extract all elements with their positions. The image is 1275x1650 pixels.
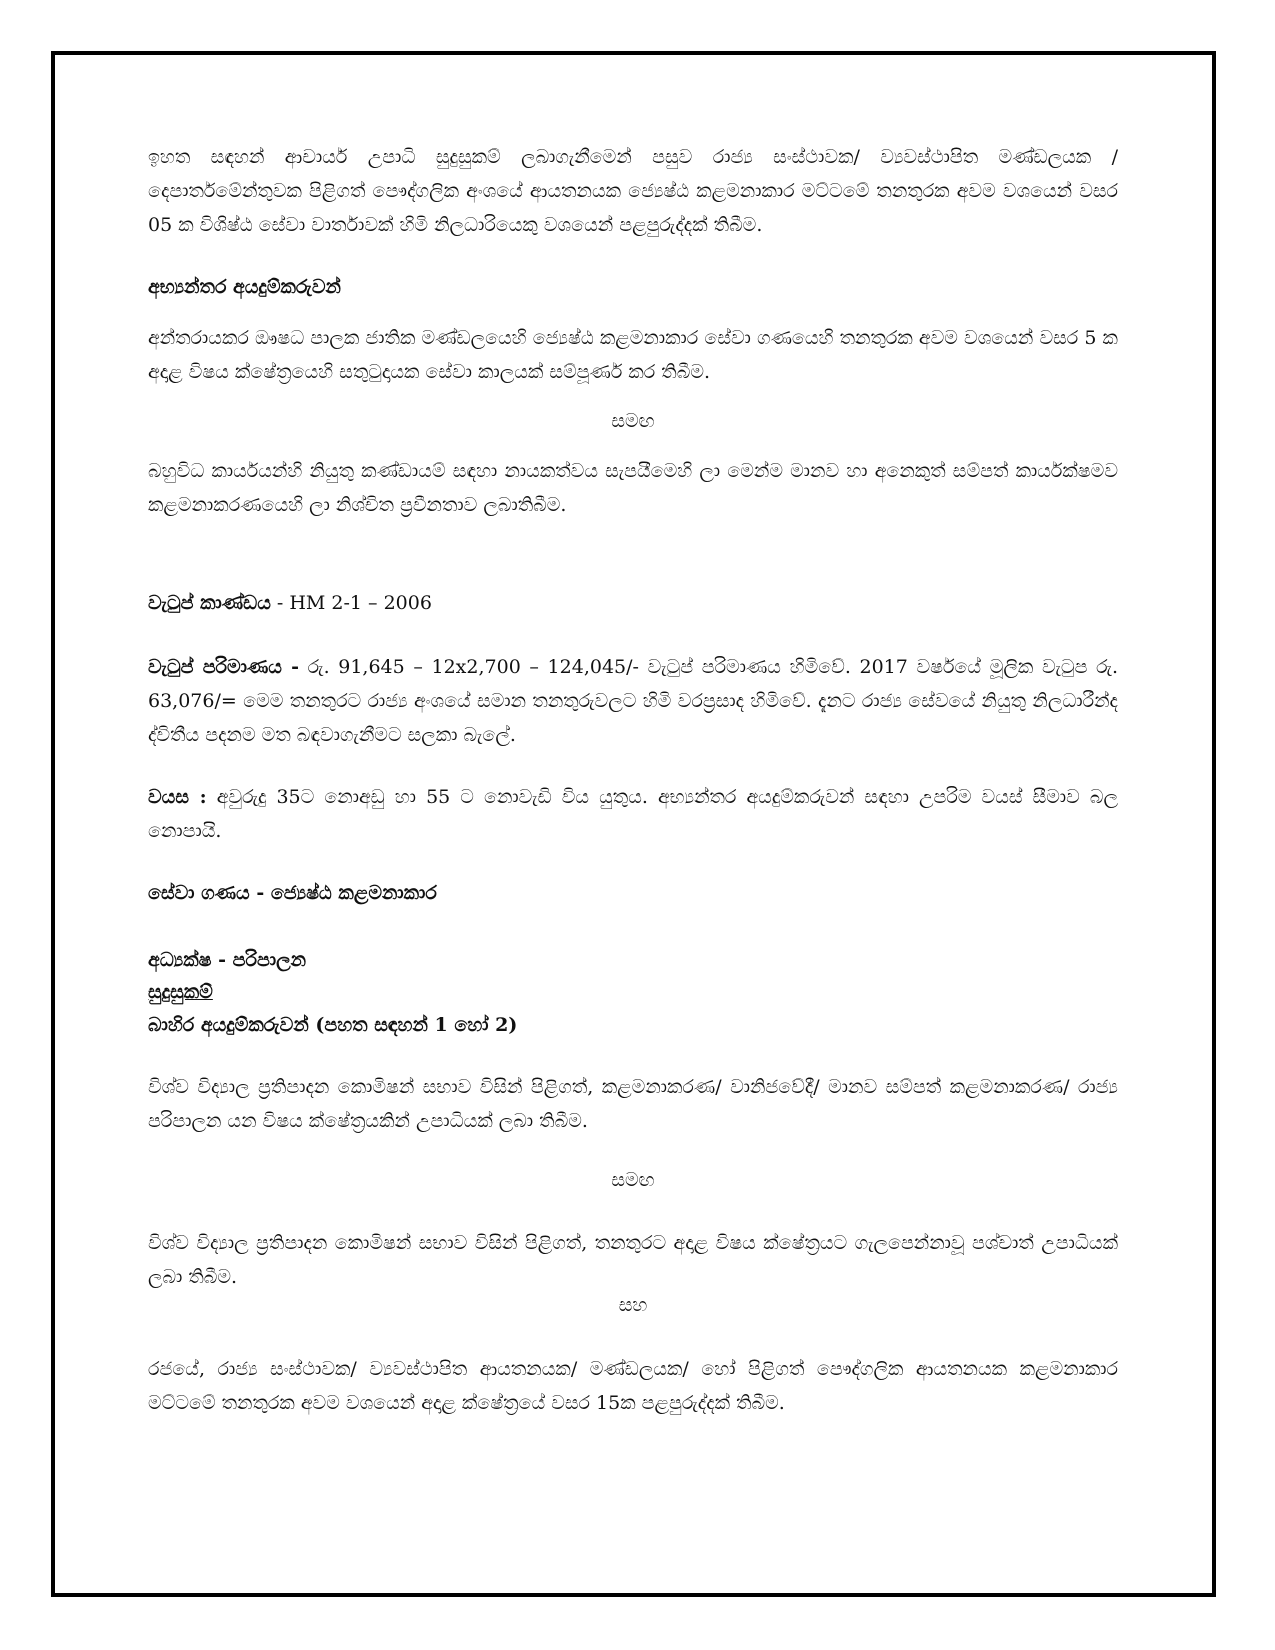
salary-code-value: - HM 2-1 – 2006 xyxy=(270,592,432,614)
degree-paragraph: විශ්ව විද්‍යාල ප්‍රතිපාදන කොමිෂන් සභාව විසින් පිළිගත්, කළමනාකරණ/ වානිජවේදී/ මානව සම්පත් කළමනාකරණ/ රාජ්‍ය පරිපාලන යන විෂය ක්ෂේත්‍රයකින් උපාධියක් ලබා තිබීම. xyxy=(148,1076,1118,1132)
external-applicants-heading: බාහිර අයදුම්කරුවන් (පහත සඳහන් 1 හෝ 2) xyxy=(148,1014,518,1036)
intro-paragraph: ඉහත සඳහන් ආචාර්ය උපාධි සුදුසුකම් ලබාගැනීමෙන් පසුව රාජ්‍ය සංස්ථාවක/ ව්‍යවස්ථාපිත මණ්ඩලයක / දෙපාර්තමේන්තුවක පිළිගත් පෞද්ගලික අංශයේ ආයතනයක ජ්‍යෙෂ්ඨ කළමනාකාර මට්ටමේ තනතුරක අවම වශයෙන් වසර 05 ක විශිෂ්ඨ සේවා වාර්තාවක් හිමි නිලධාරියෙකු වශයෙන් පළපුරුද්දක් තිබීම. xyxy=(148,146,1118,236)
salary-code-label: වැටුප් කාණ්ඩය xyxy=(148,592,271,614)
postgrad-paragraph: විශ්ව විද්‍යාල ප්‍රතිපාදන කොමිෂන් සභාව විසින් පිළිගත්, තනතුරට අදාළ විෂය ක්ෂේත්‍රයට ගැලපෙන්නාවූ පශ්චාත් උපාධියක් ලබා තිබීම. xyxy=(148,1232,1118,1288)
qualifications-heading: සුදුසුකම් xyxy=(148,981,213,1003)
salary-code xyxy=(148,586,1118,620)
and-separator: සහ xyxy=(618,1294,648,1316)
age-label: වයස : xyxy=(148,786,207,808)
internal-paragraph: අන්තරායකර ඖෂධ පාලක ජාතික මණ්ඩලයෙහි ජ්‍යෙෂ්ඨ කළමනාකාර සේවා ගණයෙහි තනතුරක අවම වශයෙන් වසර 5 ක අදාළ විෂය ක්ෂේත්‍රයෙහි සතුටුදායක සේවා කාලයක් සම්පූර්ණ කර තිබීම. xyxy=(148,327,1118,383)
age-value: අවුරුදු 35ට නොඅඩු හා 55 ට නොවැඩි විය යුතුය. අභ්‍යන්තර අයදුම්කරුවන් සඳහා උපරිම වයස් සීමාව බල නොපායි. xyxy=(148,786,1118,842)
with-separator-1: සමඟ xyxy=(611,410,655,432)
post-title: අධ්‍යක්ෂ - පරිපාලන xyxy=(148,949,307,971)
salary-scale xyxy=(148,650,1118,752)
experience-paragraph: රජයේ, රාජ්‍ය සංස්ථාවක/ ව්‍යවස්ථාපිත ආයතනයක/ මණ්ඩලයක/ හෝ පිළිගත් පෞද්ගලික ආයතනයක කළමනාකාර මට්ටමේ තනතුරක අවම වශයෙන් අදාළ ක්ෂේත්‍රයේ වසර 15ක පළපුරුද්දක් තිබීම. xyxy=(148,1358,1118,1414)
salary-scale-label: වැටුප් පරිමාණය - xyxy=(148,656,300,678)
service-category: සේවා ගණය - ජ්‍යෙෂ්ඨ කළමනාකාර xyxy=(148,882,437,904)
leadership-paragraph: බහුවිධ කාර්යයන්හි නියුතු කණ්ඩායම් සඳහා නායකත්වය සැපයීමෙහි ලා මෙන්ම මානව හා අනෙකුත් සම්පත් කාර්යක්ෂමව කළමනාකරණයෙහි ලා නිශ්චිත ප්‍රවීනතාව ලබාතිබීම. xyxy=(148,460,1118,516)
with-separator-2: සමඟ xyxy=(611,1169,655,1191)
internal-applicants-heading: අභ්‍යන්තර අයදුම්කරුවන් xyxy=(148,276,341,298)
age-requirement xyxy=(148,780,1118,848)
salary-scale-value: රු. 91,645 – 12x2,700 – 124,045/- වැටුප් පරිමාණය හිමිවේ. 2017 වර්ෂයේ මූලික වැටුප රු. 63,076/= මෙම තනතුරට රාජ්‍ය අංශයේ සමාන තනතුරුවලට හිමි වරප්‍රසාද හිමිවේ. දැනට රාජ්‍ය සේවයේ නියුතු නිලධාරීන්ද ද්විතීය පදනම මත බඳවාගැනීමට සලකා බැලේ. xyxy=(148,656,1118,746)
